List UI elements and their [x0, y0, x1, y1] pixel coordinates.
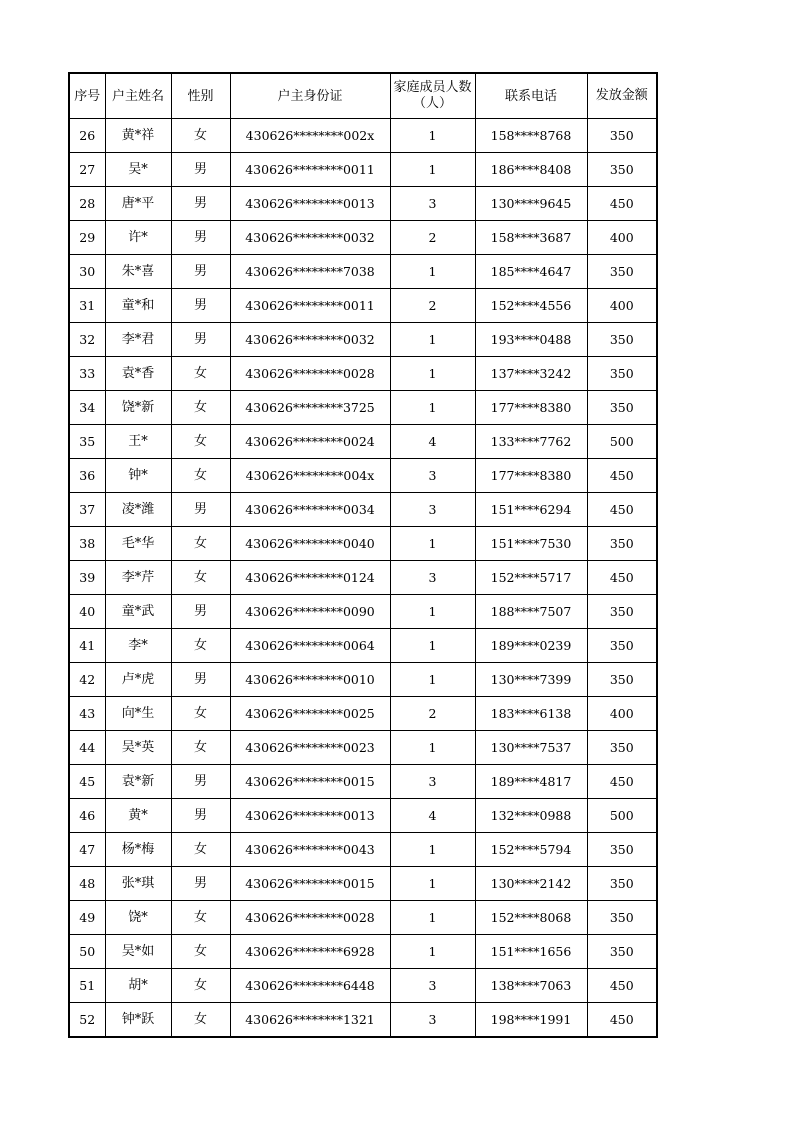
cell-name: 毛*华 [105, 527, 171, 561]
table-row [69, 221, 657, 255]
cell-phone: 177****8380 [475, 391, 587, 425]
cell-gender: 女 [171, 969, 230, 1003]
cell-gender: 男 [171, 153, 230, 187]
cell-amount: 350 [587, 595, 657, 629]
cell-gender: 女 [171, 391, 230, 425]
cell-id-card: 430626********0043 [230, 833, 390, 867]
cell-members: 3 [390, 561, 475, 595]
cell-id-card: 430626********0013 [230, 799, 390, 833]
table-header [69, 73, 657, 119]
cell-gender: 男 [171, 595, 230, 629]
cell-members: 2 [390, 221, 475, 255]
cell-seq: 49 [69, 901, 105, 935]
cell-amount: 350 [587, 391, 657, 425]
table-row [69, 425, 657, 459]
cell-amount: 350 [587, 867, 657, 901]
cell-seq: 34 [69, 391, 105, 425]
cell-id-card: 430626********0032 [230, 323, 390, 357]
cell-phone: 188****7507 [475, 595, 587, 629]
cell-seq: 48 [69, 867, 105, 901]
cell-name: 饶*新 [105, 391, 171, 425]
cell-amount: 350 [587, 663, 657, 697]
cell-members: 1 [390, 323, 475, 357]
cell-seq: 45 [69, 765, 105, 799]
cell-id-card: 430626********0028 [230, 357, 390, 391]
cell-amount: 350 [587, 119, 657, 153]
cell-id-card: 430626********0034 [230, 493, 390, 527]
cell-seq: 40 [69, 595, 105, 629]
cell-gender: 男 [171, 323, 230, 357]
cell-seq: 29 [69, 221, 105, 255]
cell-phone: 133****7762 [475, 425, 587, 459]
table-row [69, 153, 657, 187]
table-row [69, 969, 657, 1003]
cell-seq: 35 [69, 425, 105, 459]
cell-id-card: 430626********0011 [230, 289, 390, 323]
subsidy-table [68, 72, 658, 1038]
cell-id-card: 430626********004x [230, 459, 390, 493]
cell-phone: 151****1656 [475, 935, 587, 969]
cell-seq: 28 [69, 187, 105, 221]
cell-gender: 男 [171, 221, 230, 255]
header-phone: 联系电话 [475, 73, 587, 119]
cell-phone: 193****0488 [475, 323, 587, 357]
cell-phone: 189****4817 [475, 765, 587, 799]
cell-id-card: 430626********0040 [230, 527, 390, 561]
cell-id-card: 430626********0032 [230, 221, 390, 255]
cell-name: 袁*新 [105, 765, 171, 799]
cell-id-card: 430626********0013 [230, 187, 390, 221]
cell-name: 黄* [105, 799, 171, 833]
cell-name: 杨*梅 [105, 833, 171, 867]
cell-id-card: 430626********0023 [230, 731, 390, 765]
cell-name: 胡* [105, 969, 171, 1003]
cell-phone: 186****8408 [475, 153, 587, 187]
cell-name: 童*武 [105, 595, 171, 629]
cell-id-card: 430626********0028 [230, 901, 390, 935]
cell-name: 张*琪 [105, 867, 171, 901]
cell-phone: 130****7399 [475, 663, 587, 697]
table-row [69, 323, 657, 357]
cell-id-card: 430626********0015 [230, 765, 390, 799]
cell-amount: 350 [587, 323, 657, 357]
table-row [69, 527, 657, 561]
cell-amount: 350 [587, 527, 657, 561]
cell-seq: 42 [69, 663, 105, 697]
cell-members: 4 [390, 799, 475, 833]
cell-name: 朱*喜 [105, 255, 171, 289]
cell-members: 1 [390, 833, 475, 867]
cell-amount: 450 [587, 187, 657, 221]
table-row [69, 289, 657, 323]
cell-gender: 女 [171, 935, 230, 969]
cell-gender: 男 [171, 663, 230, 697]
cell-amount: 350 [587, 629, 657, 663]
table-row [69, 119, 657, 153]
table-row [69, 561, 657, 595]
cell-phone: 158****8768 [475, 119, 587, 153]
header-amount: 发放金额 [587, 73, 657, 119]
table-row [69, 1003, 657, 1038]
cell-id-card: 430626********0090 [230, 595, 390, 629]
cell-id-card: 430626********0024 [230, 425, 390, 459]
cell-name: 李*芹 [105, 561, 171, 595]
cell-name: 童*和 [105, 289, 171, 323]
cell-seq: 30 [69, 255, 105, 289]
cell-gender: 女 [171, 459, 230, 493]
cell-name: 许* [105, 221, 171, 255]
cell-name: 饶* [105, 901, 171, 935]
cell-name: 李*君 [105, 323, 171, 357]
cell-id-card: 430626********0064 [230, 629, 390, 663]
header-gender: 性别 [171, 73, 230, 119]
table-row [69, 391, 657, 425]
header-id-card: 户主身份证 [230, 73, 390, 119]
cell-seq: 46 [69, 799, 105, 833]
header-row [69, 73, 657, 119]
table-row [69, 459, 657, 493]
cell-phone: 152****5717 [475, 561, 587, 595]
cell-members: 1 [390, 153, 475, 187]
cell-amount: 350 [587, 901, 657, 935]
cell-name: 凌*潍 [105, 493, 171, 527]
cell-gender: 女 [171, 1003, 230, 1038]
header-members: 家庭成员人数（人） [390, 73, 475, 119]
cell-members: 2 [390, 697, 475, 731]
cell-gender: 女 [171, 425, 230, 459]
table-row [69, 663, 657, 697]
cell-members: 3 [390, 969, 475, 1003]
cell-members: 1 [390, 391, 475, 425]
table-row [69, 867, 657, 901]
cell-id-card: 430626********0010 [230, 663, 390, 697]
cell-amount: 450 [587, 459, 657, 493]
cell-amount: 400 [587, 697, 657, 731]
cell-amount: 400 [587, 221, 657, 255]
cell-amount: 350 [587, 731, 657, 765]
table-row [69, 595, 657, 629]
cell-phone: 130****7537 [475, 731, 587, 765]
cell-gender: 男 [171, 289, 230, 323]
cell-gender: 男 [171, 765, 230, 799]
cell-members: 1 [390, 663, 475, 697]
table-row [69, 833, 657, 867]
cell-amount: 450 [587, 493, 657, 527]
cell-members: 3 [390, 459, 475, 493]
cell-amount: 500 [587, 425, 657, 459]
cell-members: 1 [390, 901, 475, 935]
cell-gender: 女 [171, 833, 230, 867]
header-seq: 序号 [69, 73, 105, 119]
cell-amount: 350 [587, 357, 657, 391]
cell-name: 卢*虎 [105, 663, 171, 697]
table-row [69, 255, 657, 289]
cell-seq: 36 [69, 459, 105, 493]
cell-phone: 185****4647 [475, 255, 587, 289]
cell-gender: 男 [171, 187, 230, 221]
cell-phone: 158****3687 [475, 221, 587, 255]
cell-seq: 37 [69, 493, 105, 527]
cell-gender: 女 [171, 119, 230, 153]
cell-phone: 138****7063 [475, 969, 587, 1003]
cell-phone: 177****8380 [475, 459, 587, 493]
cell-seq: 47 [69, 833, 105, 867]
cell-amount: 350 [587, 255, 657, 289]
cell-gender: 女 [171, 697, 230, 731]
cell-phone: 132****0988 [475, 799, 587, 833]
cell-seq: 52 [69, 1003, 105, 1038]
cell-members: 4 [390, 425, 475, 459]
cell-name: 黄*祥 [105, 119, 171, 153]
cell-members: 1 [390, 527, 475, 561]
cell-name: 袁*香 [105, 357, 171, 391]
cell-members: 3 [390, 1003, 475, 1038]
cell-phone: 152****5794 [475, 833, 587, 867]
cell-gender: 男 [171, 867, 230, 901]
cell-members: 1 [390, 357, 475, 391]
cell-seq: 44 [69, 731, 105, 765]
cell-members: 2 [390, 289, 475, 323]
table-row [69, 765, 657, 799]
cell-members: 1 [390, 119, 475, 153]
cell-id-card: 430626********0124 [230, 561, 390, 595]
cell-amount: 350 [587, 833, 657, 867]
cell-seq: 43 [69, 697, 105, 731]
cell-amount: 450 [587, 969, 657, 1003]
cell-name: 钟* [105, 459, 171, 493]
cell-name: 向*生 [105, 697, 171, 731]
cell-id-card: 430626********0025 [230, 697, 390, 731]
cell-id-card: 430626********002x [230, 119, 390, 153]
cell-members: 3 [390, 493, 475, 527]
cell-amount: 350 [587, 153, 657, 187]
table-row [69, 493, 657, 527]
cell-seq: 51 [69, 969, 105, 1003]
table-body [69, 119, 657, 1038]
cell-gender: 女 [171, 527, 230, 561]
cell-seq: 50 [69, 935, 105, 969]
cell-name: 吴*如 [105, 935, 171, 969]
cell-id-card: 430626********3725 [230, 391, 390, 425]
cell-members: 3 [390, 765, 475, 799]
table-row [69, 629, 657, 663]
cell-gender: 女 [171, 357, 230, 391]
cell-amount: 500 [587, 799, 657, 833]
cell-seq: 39 [69, 561, 105, 595]
cell-gender: 男 [171, 255, 230, 289]
cell-amount: 450 [587, 765, 657, 799]
table-row [69, 731, 657, 765]
table-row [69, 357, 657, 391]
cell-name: 唐*平 [105, 187, 171, 221]
cell-members: 3 [390, 187, 475, 221]
cell-amount: 450 [587, 1003, 657, 1038]
cell-name: 吴* [105, 153, 171, 187]
cell-phone: 137****3242 [475, 357, 587, 391]
cell-gender: 女 [171, 901, 230, 935]
cell-gender: 女 [171, 561, 230, 595]
cell-gender: 男 [171, 493, 230, 527]
cell-name: 吴*英 [105, 731, 171, 765]
cell-amount: 400 [587, 289, 657, 323]
table-row [69, 935, 657, 969]
cell-phone: 151****7530 [475, 527, 587, 561]
cell-id-card: 430626********6448 [230, 969, 390, 1003]
cell-members: 1 [390, 935, 475, 969]
cell-phone: 130****9645 [475, 187, 587, 221]
cell-name: 王* [105, 425, 171, 459]
header-name: 户主姓名 [105, 73, 171, 119]
cell-phone: 152****4556 [475, 289, 587, 323]
cell-phone: 189****0239 [475, 629, 587, 663]
cell-id-card: 430626********0011 [230, 153, 390, 187]
cell-seq: 32 [69, 323, 105, 357]
cell-id-card: 430626********1321 [230, 1003, 390, 1038]
cell-seq: 33 [69, 357, 105, 391]
cell-members: 1 [390, 629, 475, 663]
cell-members: 1 [390, 255, 475, 289]
cell-id-card: 430626********6928 [230, 935, 390, 969]
cell-amount: 450 [587, 561, 657, 595]
cell-id-card: 430626********7038 [230, 255, 390, 289]
cell-phone: 130****2142 [475, 867, 587, 901]
cell-name: 钟*跃 [105, 1003, 171, 1038]
table-row [69, 697, 657, 731]
cell-id-card: 430626********0015 [230, 867, 390, 901]
cell-gender: 女 [171, 731, 230, 765]
cell-phone: 183****6138 [475, 697, 587, 731]
cell-seq: 26 [69, 119, 105, 153]
cell-members: 1 [390, 595, 475, 629]
table-row [69, 901, 657, 935]
cell-name: 李* [105, 629, 171, 663]
cell-phone: 198****1991 [475, 1003, 587, 1038]
cell-members: 1 [390, 731, 475, 765]
cell-gender: 男 [171, 799, 230, 833]
table-row [69, 187, 657, 221]
cell-phone: 152****8068 [475, 901, 587, 935]
table-row [69, 799, 657, 833]
cell-members: 1 [390, 867, 475, 901]
cell-seq: 27 [69, 153, 105, 187]
cell-gender: 女 [171, 629, 230, 663]
cell-seq: 31 [69, 289, 105, 323]
cell-seq: 38 [69, 527, 105, 561]
cell-seq: 41 [69, 629, 105, 663]
cell-amount: 350 [587, 935, 657, 969]
cell-phone: 151****6294 [475, 493, 587, 527]
